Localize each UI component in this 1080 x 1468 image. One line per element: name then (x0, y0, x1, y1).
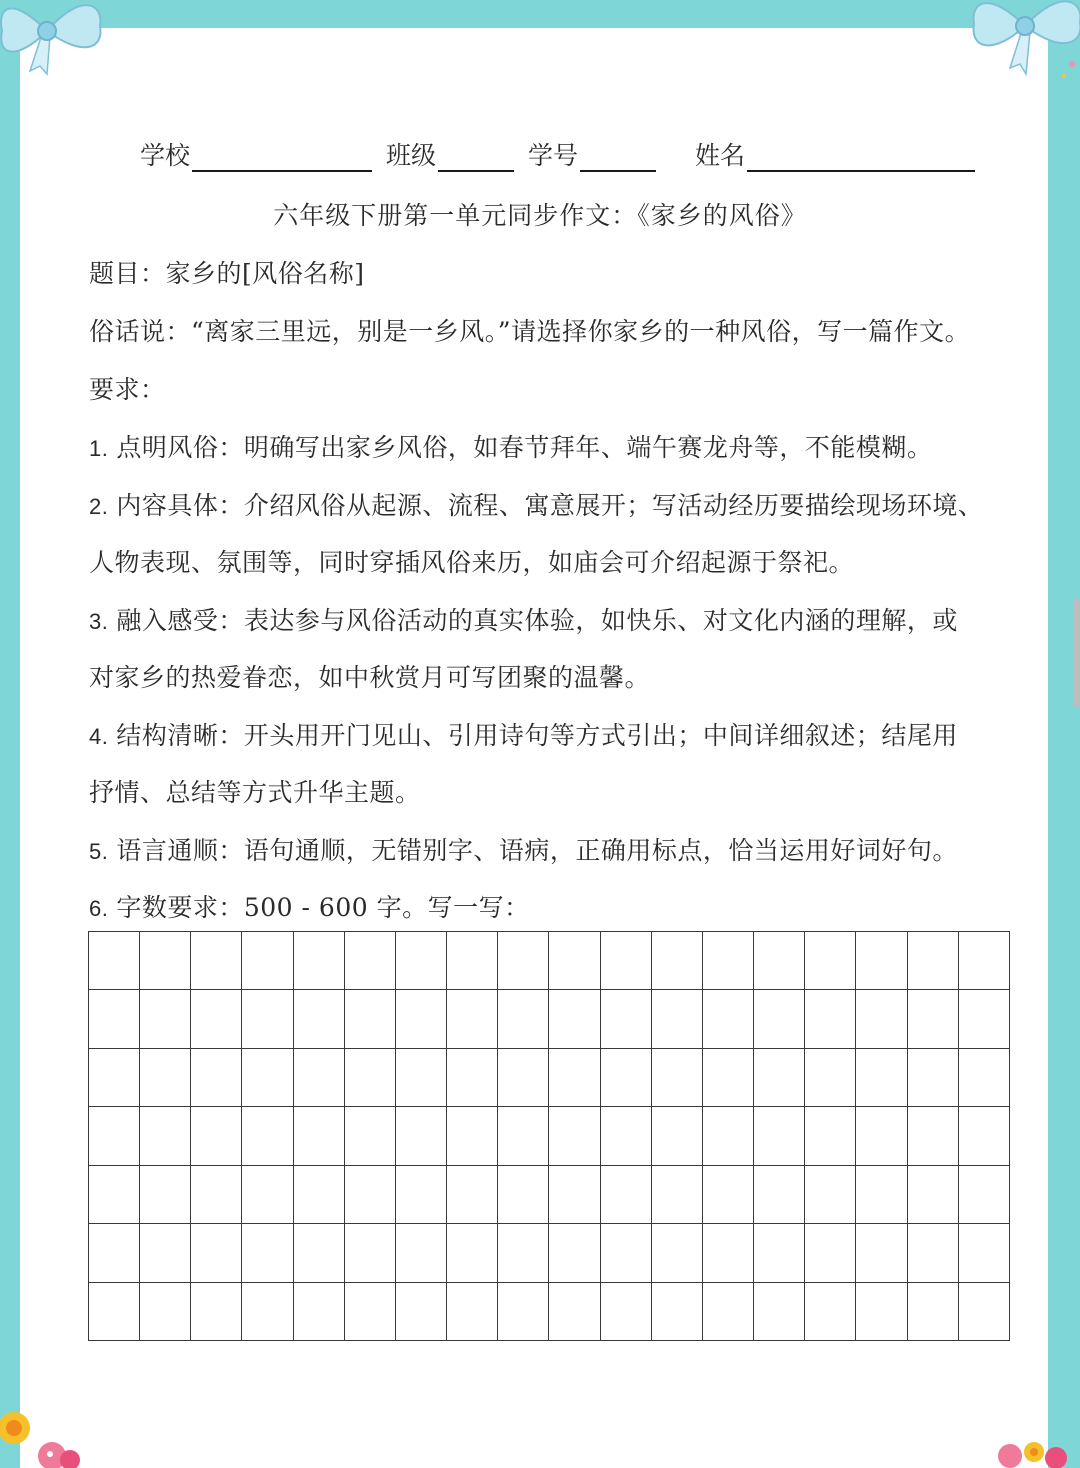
grid-cell[interactable] (549, 1224, 600, 1282)
grid-cell[interactable] (191, 1282, 242, 1340)
grid-cell[interactable] (89, 932, 140, 990)
grid-cell[interactable] (191, 932, 242, 990)
grid-cell[interactable] (958, 1165, 1009, 1223)
grid-cell[interactable] (344, 1107, 395, 1165)
grid-row (89, 1107, 1010, 1165)
grid-cell[interactable] (907, 1224, 958, 1282)
grid-row (89, 1048, 1010, 1106)
grid-cell[interactable] (191, 1165, 242, 1223)
requirement-text: 字数要求：500 - 600 字。写一写： (116, 893, 530, 922)
grid-cell[interactable] (651, 1165, 702, 1223)
grid-cell[interactable] (600, 1282, 651, 1340)
requirement-number: 5. (89, 839, 109, 864)
grid-cell[interactable] (344, 1282, 395, 1340)
grid-cell[interactable] (191, 1048, 242, 1106)
grid-cell[interactable] (89, 1224, 140, 1282)
grid-cell[interactable] (856, 932, 907, 990)
worksheet-title: 六年级下册第一单元同步作文：《家乡的风俗》 (273, 201, 807, 230)
requirements-heading: 要求： (89, 375, 166, 404)
grid-cell[interactable] (549, 1048, 600, 1106)
requirement-item (89, 888, 530, 924)
name-blank[interactable] (747, 140, 975, 172)
scrollbar[interactable] (1074, 598, 1079, 708)
student-info-header (0, 136, 1080, 176)
grid-cell[interactable] (140, 1107, 191, 1165)
grid-cell[interactable] (242, 1282, 293, 1340)
grid-cell[interactable] (958, 990, 1009, 1048)
grid-cell[interactable] (293, 1165, 344, 1223)
grid-cell[interactable] (395, 1224, 446, 1282)
grid-cell[interactable] (242, 1165, 293, 1223)
grid-cell[interactable] (89, 990, 140, 1048)
grid-cell[interactable] (805, 932, 856, 990)
name-label: 姓名 (695, 141, 746, 170)
grid-cell[interactable] (191, 1107, 242, 1165)
grid-cell[interactable] (447, 1165, 498, 1223)
grid-row (89, 1165, 1010, 1223)
grid-cell[interactable] (293, 990, 344, 1048)
requirement-text: 融入感受：表达参与风俗活动的真实体验，如快乐、对文化内涵的理解，或 (116, 606, 958, 635)
grid-cell[interactable] (395, 1165, 446, 1223)
grid-cell[interactable] (293, 932, 344, 990)
grid-cell[interactable] (242, 932, 293, 990)
grid-cell[interactable] (344, 1048, 395, 1106)
grid-cell[interactable] (651, 1282, 702, 1340)
grid-cell[interactable] (702, 1165, 753, 1223)
grid-cell[interactable] (498, 1048, 549, 1106)
grid-cell[interactable] (140, 1282, 191, 1340)
grid-cell[interactable] (856, 1107, 907, 1165)
grid-cell[interactable] (754, 990, 805, 1048)
class-blank[interactable] (438, 140, 514, 172)
requirement-text: 内容具体：介绍风俗从起源、流程、寓意展开；写活动经历要描绘现场环境、 (116, 491, 984, 520)
grid-cell[interactable] (702, 932, 753, 990)
grid-cell[interactable] (702, 1107, 753, 1165)
grid-cell[interactable] (140, 1224, 191, 1282)
grid-cell[interactable] (89, 1048, 140, 1106)
grid-row (89, 1224, 1010, 1282)
grid-cell[interactable] (856, 1165, 907, 1223)
grid-cell[interactable] (651, 1224, 702, 1282)
grid-cell[interactable] (447, 1282, 498, 1340)
requirement-continuation: 抒情、总结等方式升华主题。 (89, 778, 421, 807)
grid-cell[interactable] (395, 1107, 446, 1165)
grid-cell[interactable] (958, 1282, 1009, 1340)
requirement-number: 6. (89, 896, 109, 921)
grid-cell[interactable] (549, 990, 600, 1048)
requirement-number: 1. (89, 436, 109, 461)
grid-cell[interactable] (498, 1107, 549, 1165)
grid-cell[interactable] (395, 990, 446, 1048)
requirement-number: 2. (89, 494, 109, 519)
grid-cell[interactable] (754, 932, 805, 990)
grid-cell[interactable] (498, 1165, 549, 1223)
grid-cell[interactable] (242, 990, 293, 1048)
grid-cell[interactable] (805, 1165, 856, 1223)
requirement-text: 结构清晰：开头用开门见山、引用诗句等方式引出；中间详细叙述；结尾用 (116, 721, 958, 750)
grid-cell[interactable] (549, 1165, 600, 1223)
grid-cell[interactable] (600, 1048, 651, 1106)
grid-cell[interactable] (702, 1224, 753, 1282)
grid-cell[interactable] (805, 1107, 856, 1165)
student-number-blank[interactable] (580, 140, 656, 172)
grid-cell[interactable] (344, 1165, 395, 1223)
grid-cell[interactable] (754, 1107, 805, 1165)
grid-cell[interactable] (805, 1224, 856, 1282)
grid-cell[interactable] (600, 990, 651, 1048)
school-field (140, 136, 372, 172)
grid-row (89, 932, 1010, 990)
grid-cell[interactable] (89, 1107, 140, 1165)
grid-cell[interactable] (242, 1048, 293, 1106)
requirement-number: 3. (89, 609, 109, 634)
topic-line: 题目：家乡的[风俗名称] (89, 259, 365, 288)
grid-cell[interactable] (702, 1282, 753, 1340)
grid-cell[interactable] (651, 990, 702, 1048)
grid-cell[interactable] (498, 932, 549, 990)
grid-cell[interactable] (344, 1224, 395, 1282)
grid-cell[interactable] (907, 1107, 958, 1165)
requirement-number: 4. (89, 724, 109, 749)
grid-cell[interactable] (89, 1282, 140, 1340)
grid-cell[interactable] (958, 1107, 1009, 1165)
grid-cell[interactable] (907, 932, 958, 990)
grid-cell[interactable] (702, 1048, 753, 1106)
grid-cell[interactable] (600, 1107, 651, 1165)
grid-cell[interactable] (447, 1048, 498, 1106)
grid-cell[interactable] (140, 990, 191, 1048)
requirement-continuation: 对家乡的热爱眷恋，如中秋赏月可写团聚的温馨。 (89, 663, 651, 692)
grid-cell[interactable] (549, 1107, 600, 1165)
prompt-line: 俗话说：“离家三里远，别是一乡风。”请选择你家乡的一种风俗，写一篇作文。 (89, 317, 971, 346)
grid-row (89, 990, 1010, 1048)
grid-cell[interactable] (600, 1224, 651, 1282)
grid-cell[interactable] (907, 990, 958, 1048)
requirement-item (89, 601, 958, 637)
grid-cell[interactable] (191, 1224, 242, 1282)
grid-cell[interactable] (140, 1048, 191, 1106)
grid-cell[interactable] (293, 1048, 344, 1106)
class-field (386, 136, 514, 172)
grid-cell[interactable] (805, 1282, 856, 1340)
grid-cell[interactable] (754, 1048, 805, 1106)
school-blank[interactable] (192, 140, 372, 172)
grid-cell[interactable] (447, 1224, 498, 1282)
grid-cell[interactable] (651, 1048, 702, 1106)
grid-cell[interactable] (191, 990, 242, 1048)
grid-cell[interactable] (344, 990, 395, 1048)
requirement-item (89, 716, 958, 752)
grid-cell[interactable] (498, 990, 549, 1048)
grid-cell[interactable] (651, 932, 702, 990)
requirement-text: 点明风俗：明确写出家乡风俗，如春节拜年、端午赛龙舟等，不能模糊。 (116, 433, 933, 462)
grid-cell[interactable] (907, 1165, 958, 1223)
class-label: 班级 (386, 141, 437, 170)
grid-cell[interactable] (600, 1165, 651, 1223)
grid-cell[interactable] (754, 1224, 805, 1282)
grid-cell[interactable] (856, 1048, 907, 1106)
grid-cell[interactable] (498, 1282, 549, 1340)
student-number-field (528, 136, 656, 172)
grid-cell[interactable] (958, 932, 1009, 990)
grid-row (89, 1282, 1010, 1340)
grid-cell[interactable] (958, 1224, 1009, 1282)
flower-icon (0, 1398, 90, 1468)
writing-grid[interactable] (88, 931, 1010, 1341)
flower-icon (990, 1418, 1080, 1468)
grid-cell[interactable] (754, 1282, 805, 1340)
grid-cell[interactable] (702, 990, 753, 1048)
grid-cell[interactable] (447, 932, 498, 990)
grid-cell[interactable] (907, 1048, 958, 1106)
grid-cell[interactable] (600, 932, 651, 990)
grid-cell[interactable] (856, 1282, 907, 1340)
bow-icon (960, 0, 1080, 86)
grid-cell[interactable] (293, 1107, 344, 1165)
requirement-item (89, 486, 983, 522)
grid-cell[interactable] (242, 1224, 293, 1282)
grid-cell[interactable] (958, 1048, 1009, 1106)
requirement-item (89, 428, 932, 464)
grid-cell[interactable] (293, 1224, 344, 1282)
grid-cell[interactable] (89, 1165, 140, 1223)
grid-cell[interactable] (395, 1282, 446, 1340)
grid-cell[interactable] (549, 1282, 600, 1340)
requirement-item (89, 831, 958, 867)
grid-cell[interactable] (805, 990, 856, 1048)
requirement-continuation: 人物表现、氛围等，同时穿插风俗来历，如庙会可介绍起源于祭祀。 (89, 548, 855, 577)
grid-cell[interactable] (856, 1224, 907, 1282)
grid-cell[interactable] (242, 1107, 293, 1165)
grid-cell[interactable] (293, 1282, 344, 1340)
grid-cell[interactable] (447, 1107, 498, 1165)
grid-cell[interactable] (549, 932, 600, 990)
grid-cell[interactable] (651, 1107, 702, 1165)
grid-cell[interactable] (805, 1048, 856, 1106)
grid-cell[interactable] (856, 990, 907, 1048)
grid-cell[interactable] (140, 932, 191, 990)
grid-cell[interactable] (754, 1165, 805, 1223)
name-field (695, 136, 975, 172)
grid-cell[interactable] (395, 1048, 446, 1106)
grid-cell[interactable] (447, 990, 498, 1048)
school-label: 学校 (140, 141, 191, 170)
grid-cell[interactable] (907, 1282, 958, 1340)
grid-cell[interactable] (344, 932, 395, 990)
grid-cell[interactable] (498, 1224, 549, 1282)
grid-cell[interactable] (395, 932, 446, 990)
grid-cell[interactable] (140, 1165, 191, 1223)
bow-icon (0, 0, 112, 76)
requirement-text: 语言通顺：语句通顺，无错别字、语病，正确用标点，恰当运用好词好句。 (116, 836, 958, 865)
student-number-label: 学号 (528, 141, 579, 170)
